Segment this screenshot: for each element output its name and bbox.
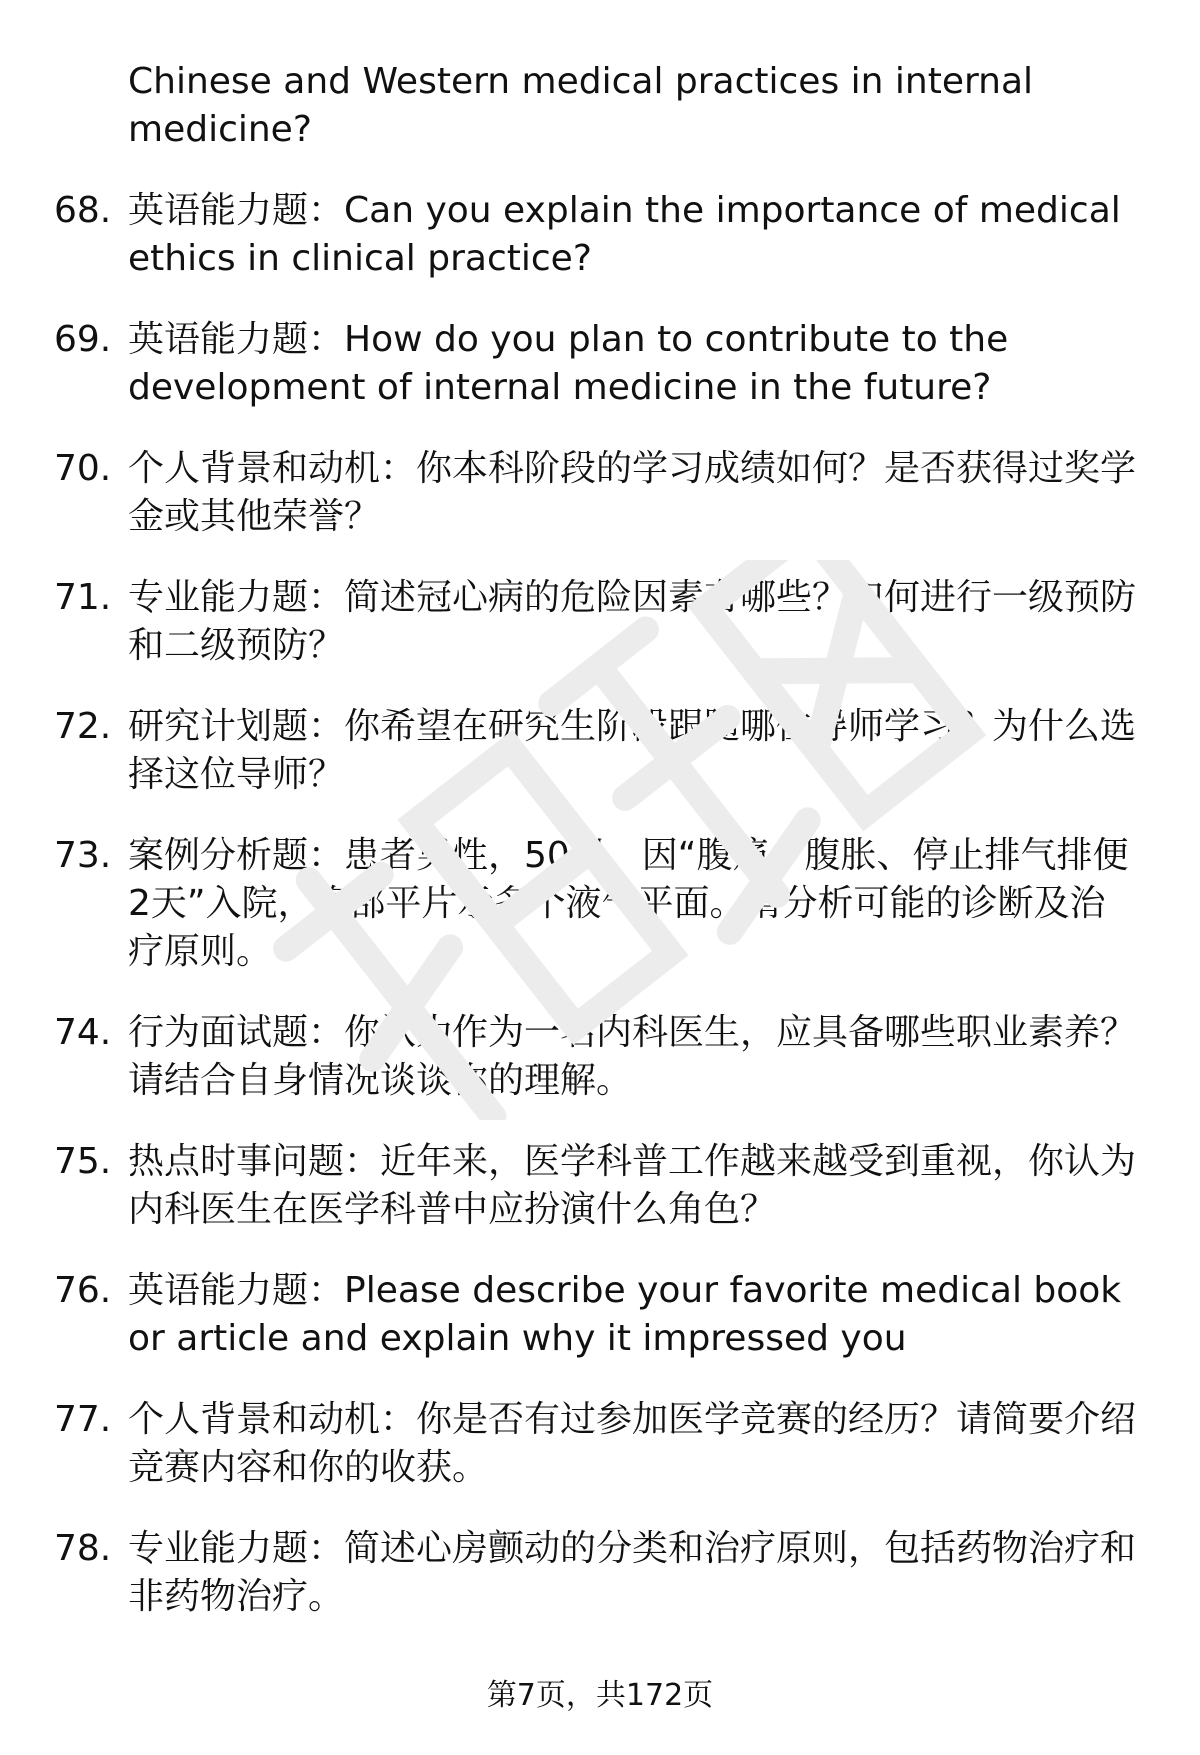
item-text: 英语能力题：How do you plan to contribute to the development of internal medicine in the future? (128, 319, 1009, 408)
item-number: 71. (54, 577, 112, 618)
list-item (54, 316, 1140, 412)
item-text: 案例分析题：患者男性，50岁，因“腹痛、腹胀、停止排气排便2天”入院，腹部平片示多个液气平面。请分析可能的诊断及治疗原则。 (128, 835, 1129, 972)
continuation-text: Chinese and Western medical practices in internal medicine? (128, 61, 1034, 150)
item-text: 英语能力题：Can you explain the importance of medical ethics in clinical practice? (128, 190, 1121, 279)
item-number: 74. (54, 1012, 112, 1053)
item-number: 72. (54, 706, 112, 747)
list-item (54, 1525, 1140, 1621)
item-text: 个人背景和动机：你是否有过参加医学竞赛的经历？请简要介绍竞赛内容和你的收获。 (128, 1399, 1137, 1488)
list-item (54, 1267, 1140, 1363)
item-number: 78. (54, 1528, 112, 1569)
list-item (54, 574, 1140, 670)
item-number: 75. (54, 1141, 112, 1182)
list-item (54, 445, 1140, 541)
item-text: 行为面试题：你认为作为一名内科医生，应具备哪些职业素养？请结合自身情况谈谈你的理解。 (128, 1012, 1137, 1101)
item-text: 热点时事问题：近年来，医学科普工作越来越受到重视，你认为内科医生在医学科普中应扮演什么角色？ (128, 1141, 1137, 1230)
item-text: 个人背景和动机：你本科阶段的学习成绩如何？是否获得过奖学金或其他荣誉？ (128, 448, 1137, 537)
list-item (54, 703, 1140, 799)
list-item (54, 1009, 1140, 1105)
item-text: 专业能力题：简述冠心病的危险因素有哪些？如何进行一级预防和二级预防？ (128, 577, 1137, 666)
item-text: 研究计划题：你希望在研究生阶段跟随哪位导师学习？为什么选择这位导师？ (128, 706, 1137, 795)
list-item (54, 1138, 1140, 1234)
item-number: 73. (54, 835, 112, 876)
page-footer: 第7页，共172页 (486, 1678, 714, 1713)
item-number: 77. (54, 1399, 112, 1440)
item-text: 专业能力题：简述心房颤动的分类和治疗原则，包括药物治疗和非药物治疗。 (128, 1528, 1137, 1617)
item-number: 76. (54, 1270, 112, 1311)
item-text: 英语能力题：Please describe your favorite medical book or article and explain why it impressed you (128, 1270, 1122, 1359)
list-item (54, 187, 1140, 283)
item-number: 70. (54, 448, 112, 489)
item-number: 68. (54, 190, 112, 231)
list-item (54, 1396, 1140, 1492)
item-number: 69. (54, 319, 112, 360)
list-item (54, 832, 1140, 976)
